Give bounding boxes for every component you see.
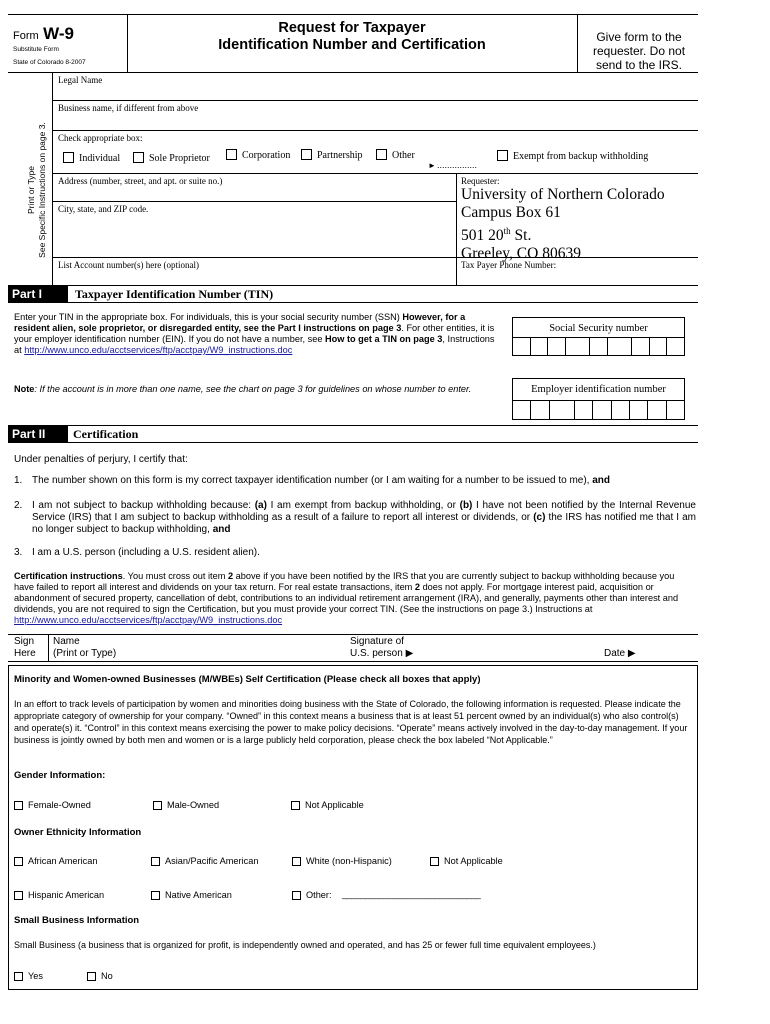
top-border — [8, 14, 698, 15]
part2-tag: Part II — [8, 426, 68, 442]
give-form-line3: send to the IRS. — [595, 58, 683, 72]
cert-a: . You must cross out item — [122, 571, 228, 581]
cert-e: does not apply. For mortgage interest paid, acquisition or abandonment of secured property, cancellation of debt, contributions to an individual retirement arrangement (IRA), and generally, payments other than interest and dividends, you are not required to sign the Certification, but you must provide your correct TIN. (See the instructions on page 3.) Instructions at — [14, 582, 679, 614]
other-label: Other — [392, 150, 415, 161]
asian-pacific-checkbox[interactable] — [151, 857, 160, 866]
requester-line3-a: 501 20 — [461, 227, 504, 245]
gender-na-checkbox[interactable] — [291, 801, 300, 810]
legal-name-label: Legal Name — [58, 75, 103, 85]
row-line-1 — [52, 100, 698, 101]
small-business-yes-label: Yes — [28, 971, 43, 981]
business-name-field[interactable] — [58, 114, 688, 129]
note-text: : If the account is in more than one name, see the chart on page 3 for guidelines on whose number to enter. — [34, 384, 472, 394]
part1-text-d: How to get a TIN on page 3 — [325, 334, 443, 344]
signature-field[interactable] — [445, 636, 595, 660]
phone-field[interactable] — [461, 271, 696, 284]
other-arrow-icon: ► — [428, 161, 436, 170]
requester-line1: University of Northern Colorado — [461, 186, 665, 203]
ssn-input-grid[interactable] — [512, 337, 685, 356]
ssn-label: Social Security number — [549, 323, 648, 334]
asian-pacific-label: Asian/Pacific American — [165, 856, 259, 866]
cert-d: 2 — [414, 582, 421, 592]
form-title-line1: Request for Taxpayer — [278, 20, 426, 36]
business-name-label: Business name, if different from above — [58, 103, 199, 113]
requester-line4: Greeley, CO 80639 — [461, 245, 581, 263]
african-american-checkbox[interactable] — [14, 857, 23, 866]
cert-b: 2 — [227, 571, 234, 581]
account-numbers-label: List Account number(s) here (optional) — [58, 260, 199, 270]
form-title-line2: Identification Number and Certification — [218, 37, 486, 53]
sign-divider — [48, 634, 49, 661]
mwbe-paragraph: In an effort to track levels of participation by women and minorities doing business with the State of Colorado, the following information is requested. Please indicate the appropriate category of ownership for your company. “Owned” in this context means a business that is at least 51 percent owned by an individual(s) who also control(s) and operate(s) it. “Control” in this context means exercising the power to make policy decisions. “Operate” means actively involved in the day-to-day management. If your business is jointly owned by both men and women or is a large publicly held corporation, please check the box labeled “Not Applicable.” — [14, 699, 688, 745]
part1-text-c: . For other entities, it is your employer identification number (EIN). If you do not have a number, see — [14, 323, 495, 344]
form-number: W-9 — [43, 24, 74, 43]
here-word: Here — [14, 648, 36, 659]
cert-c: above if you have been notified by the IRS that you are currently subject to backup withholding because you have failed to report all interest and dividends on your tax return. For real estate transactions, item — [14, 571, 675, 592]
part1-text-e: , Instructions at — [14, 334, 495, 355]
sign-top-rule — [8, 634, 698, 635]
ein-label-box — [512, 378, 685, 400]
female-owned-checkbox[interactable] — [14, 801, 23, 810]
part2-rule — [8, 442, 698, 443]
cert-item-1 — [14, 475, 704, 487]
part1-instructions-link[interactable]: http://www.unco.edu/acctservices/ftp/acctpay/W9_instructions.doc — [24, 345, 293, 355]
row-line-3 — [52, 173, 698, 174]
header-bottom-border — [8, 72, 698, 73]
mwbe-title: Minority and Women-owned Businesses (M/WBEs) Self Certification (Please check all boxes that apply) — [14, 674, 481, 685]
white-checkbox[interactable] — [292, 857, 301, 866]
row-line-2 — [52, 130, 698, 131]
signature-line1: Signature of — [350, 636, 404, 647]
give-form-line1: Give form to the — [596, 30, 682, 44]
ethnicity-na-checkbox[interactable] — [430, 857, 439, 866]
city-label: City, state, and ZIP code. — [58, 204, 149, 214]
sole-proprietor-checkbox[interactable] — [133, 152, 144, 163]
header-divider-right — [577, 14, 578, 72]
requester-address — [461, 186, 665, 263]
give-form-note — [580, 30, 698, 72]
item2-d: (b) — [459, 500, 473, 511]
requester-line2: Campus Box 61 — [461, 204, 561, 221]
block-bottom-border — [8, 285, 698, 286]
male-owned-checkbox[interactable] — [153, 801, 162, 810]
other-ethnicity-label: Other: — [306, 890, 332, 900]
name-label — [53, 636, 116, 660]
form-title — [127, 20, 577, 54]
account-numbers-field[interactable] — [58, 271, 453, 284]
check-box-label: Check appropriate box: — [58, 133, 143, 143]
small-business-no-label: No — [101, 971, 113, 981]
gender-na-label: Not Applicable — [305, 800, 364, 810]
form-word: Form — [13, 30, 39, 42]
male-owned-label: Male-Owned — [167, 800, 220, 810]
native-american-label: Native American — [165, 890, 232, 900]
address-label: Address (number, street, and apt. or suite no.) — [58, 176, 223, 186]
part1-rule — [8, 302, 698, 303]
item2-f: (c) — [533, 512, 546, 523]
other-ethnicity-field[interactable]: ______________________________ — [342, 889, 481, 899]
partnership-label: Partnership — [317, 150, 363, 161]
other-ethnicity-checkbox[interactable] — [292, 891, 301, 900]
individual-checkbox[interactable] — [63, 152, 74, 163]
signature-label — [350, 636, 413, 660]
exempt-checkbox[interactable] — [497, 150, 508, 161]
other-checkbox[interactable] — [376, 149, 387, 160]
ethnicity-heading: Owner Ethnicity Information — [14, 827, 142, 838]
individual-label: Individual — [79, 153, 121, 164]
form-id — [13, 24, 74, 44]
item2-num: 2. — [14, 500, 23, 511]
requester-line3 — [461, 222, 665, 245]
phone-label: Tax Payer Phone Number: — [461, 260, 557, 270]
african-american-label: African American — [28, 856, 98, 866]
sole-proprietor-label: Sole Proprietor — [149, 153, 210, 164]
item1-text: The number shown on this form is my correct taxpayer identification number (or I am waiting for a number to be issued to me), — [32, 475, 593, 486]
small-business-paragraph: Small Business (a business that is organized for profit, is independently owned and operated, and has 25 or fewer full time equivalent employees.) — [14, 940, 596, 950]
print-type-word: (Print or Type) — [53, 648, 117, 659]
ein-label: Employer identification number — [531, 384, 666, 395]
side-line1: Print or Type — [26, 165, 36, 215]
item3-num: 3. — [14, 547, 23, 558]
city-field[interactable] — [58, 215, 453, 255]
small-business-heading: Small Business Information — [14, 915, 140, 926]
corporation-checkbox[interactable] — [226, 149, 237, 160]
date-field[interactable] — [650, 640, 695, 660]
partnership-checkbox[interactable] — [301, 149, 312, 160]
ssn-label-box — [512, 317, 685, 337]
item3-text: I am a U.S. person (including a U.S. resident alien). — [32, 547, 260, 558]
ethnicity-na-label: Not Applicable — [444, 856, 503, 866]
state-label: State of Colorado 8-2007 — [13, 59, 86, 66]
substitute-label: Substitute Form — [13, 46, 59, 53]
row-line-4 — [52, 201, 456, 202]
part2-title: Certification — [73, 427, 139, 441]
sign-word: Sign — [14, 636, 35, 647]
requester-line3-sup: th — [503, 226, 511, 236]
item2-b: (a) — [254, 500, 267, 511]
name-field[interactable] — [135, 636, 345, 660]
cert-item-3 — [14, 547, 704, 559]
ein-input-grid[interactable] — [512, 400, 685, 420]
name-word: Name — [53, 636, 80, 647]
white-label: White (non-Hispanic) — [306, 856, 392, 866]
item2-a: I am not subject to backup withholding because: — [32, 500, 255, 511]
address-field[interactable] — [58, 187, 453, 200]
signature-line2: U.S. person ▶ — [350, 648, 414, 659]
note-label: Note — [14, 384, 35, 394]
part1-text-b: However, for a resident alien, sole proprietor, or disregarded entity, see the Part I instructions on page 3 — [14, 312, 466, 333]
part1-note — [14, 384, 484, 395]
date-label: Date ▶ — [604, 648, 636, 659]
gender-heading: Gender Information: — [14, 770, 106, 781]
corporation-label: Corporation — [242, 150, 291, 161]
item2-g: the IRS has notified me that I am no longer subject to backup withholding, — [32, 512, 696, 535]
cert-intro: Under penalties of perjury, I certify that: — [14, 454, 188, 465]
female-owned-label: Female-Owned — [28, 800, 91, 810]
cert-item-2 — [14, 500, 696, 536]
part2-top-rule — [8, 425, 698, 426]
side-line2: See Specific Instructions on page 3. — [37, 122, 47, 258]
legal-name-field[interactable] — [58, 86, 688, 99]
part1-instructions — [14, 312, 500, 356]
hispanic-label: Hispanic American — [28, 890, 105, 900]
item1-and: and — [592, 475, 611, 486]
other-specify-line[interactable]: ................ — [437, 160, 478, 170]
item1-num: 1. — [14, 475, 23, 486]
side-instructions — [26, 100, 54, 280]
cert-label: Certification instructions — [14, 571, 123, 581]
part1-tag: Part I — [8, 286, 68, 302]
requester-line3-b: St. — [510, 227, 532, 245]
part1-title: Taxpayer Identification Number (TIN) — [75, 287, 274, 301]
small-business-yes-checkbox[interactable] — [14, 972, 23, 981]
hispanic-checkbox[interactable] — [14, 891, 23, 900]
item2-e: I have not been notified by the Internal Revenue Service (IRS) that I am subject to backup withholding as a result of a failure to report all interest or dividends, or — [32, 500, 696, 523]
small-business-no-checkbox[interactable] — [87, 972, 96, 981]
sign-label — [14, 636, 36, 660]
item2-and: and — [212, 524, 231, 535]
exempt-label: Exempt from backup withholding — [513, 151, 649, 162]
give-form-line2: requester. Do not — [592, 44, 686, 58]
part1-text-a: Enter your TIN in the appropriate box. For individuals, this is your social security number (SSN) — [14, 312, 403, 322]
cert-instructions — [14, 571, 696, 626]
native-american-checkbox[interactable] — [151, 891, 160, 900]
requester-divider — [456, 173, 457, 285]
cert-instructions-link[interactable]: http://www.unco.edu/acctservices/ftp/acctpay/W9_instructions.doc — [14, 615, 283, 625]
sign-bottom-rule — [8, 661, 698, 662]
item2-c: I am exempt from backup withholding, or — [266, 500, 460, 511]
requester-label: Requester: — [461, 176, 500, 186]
